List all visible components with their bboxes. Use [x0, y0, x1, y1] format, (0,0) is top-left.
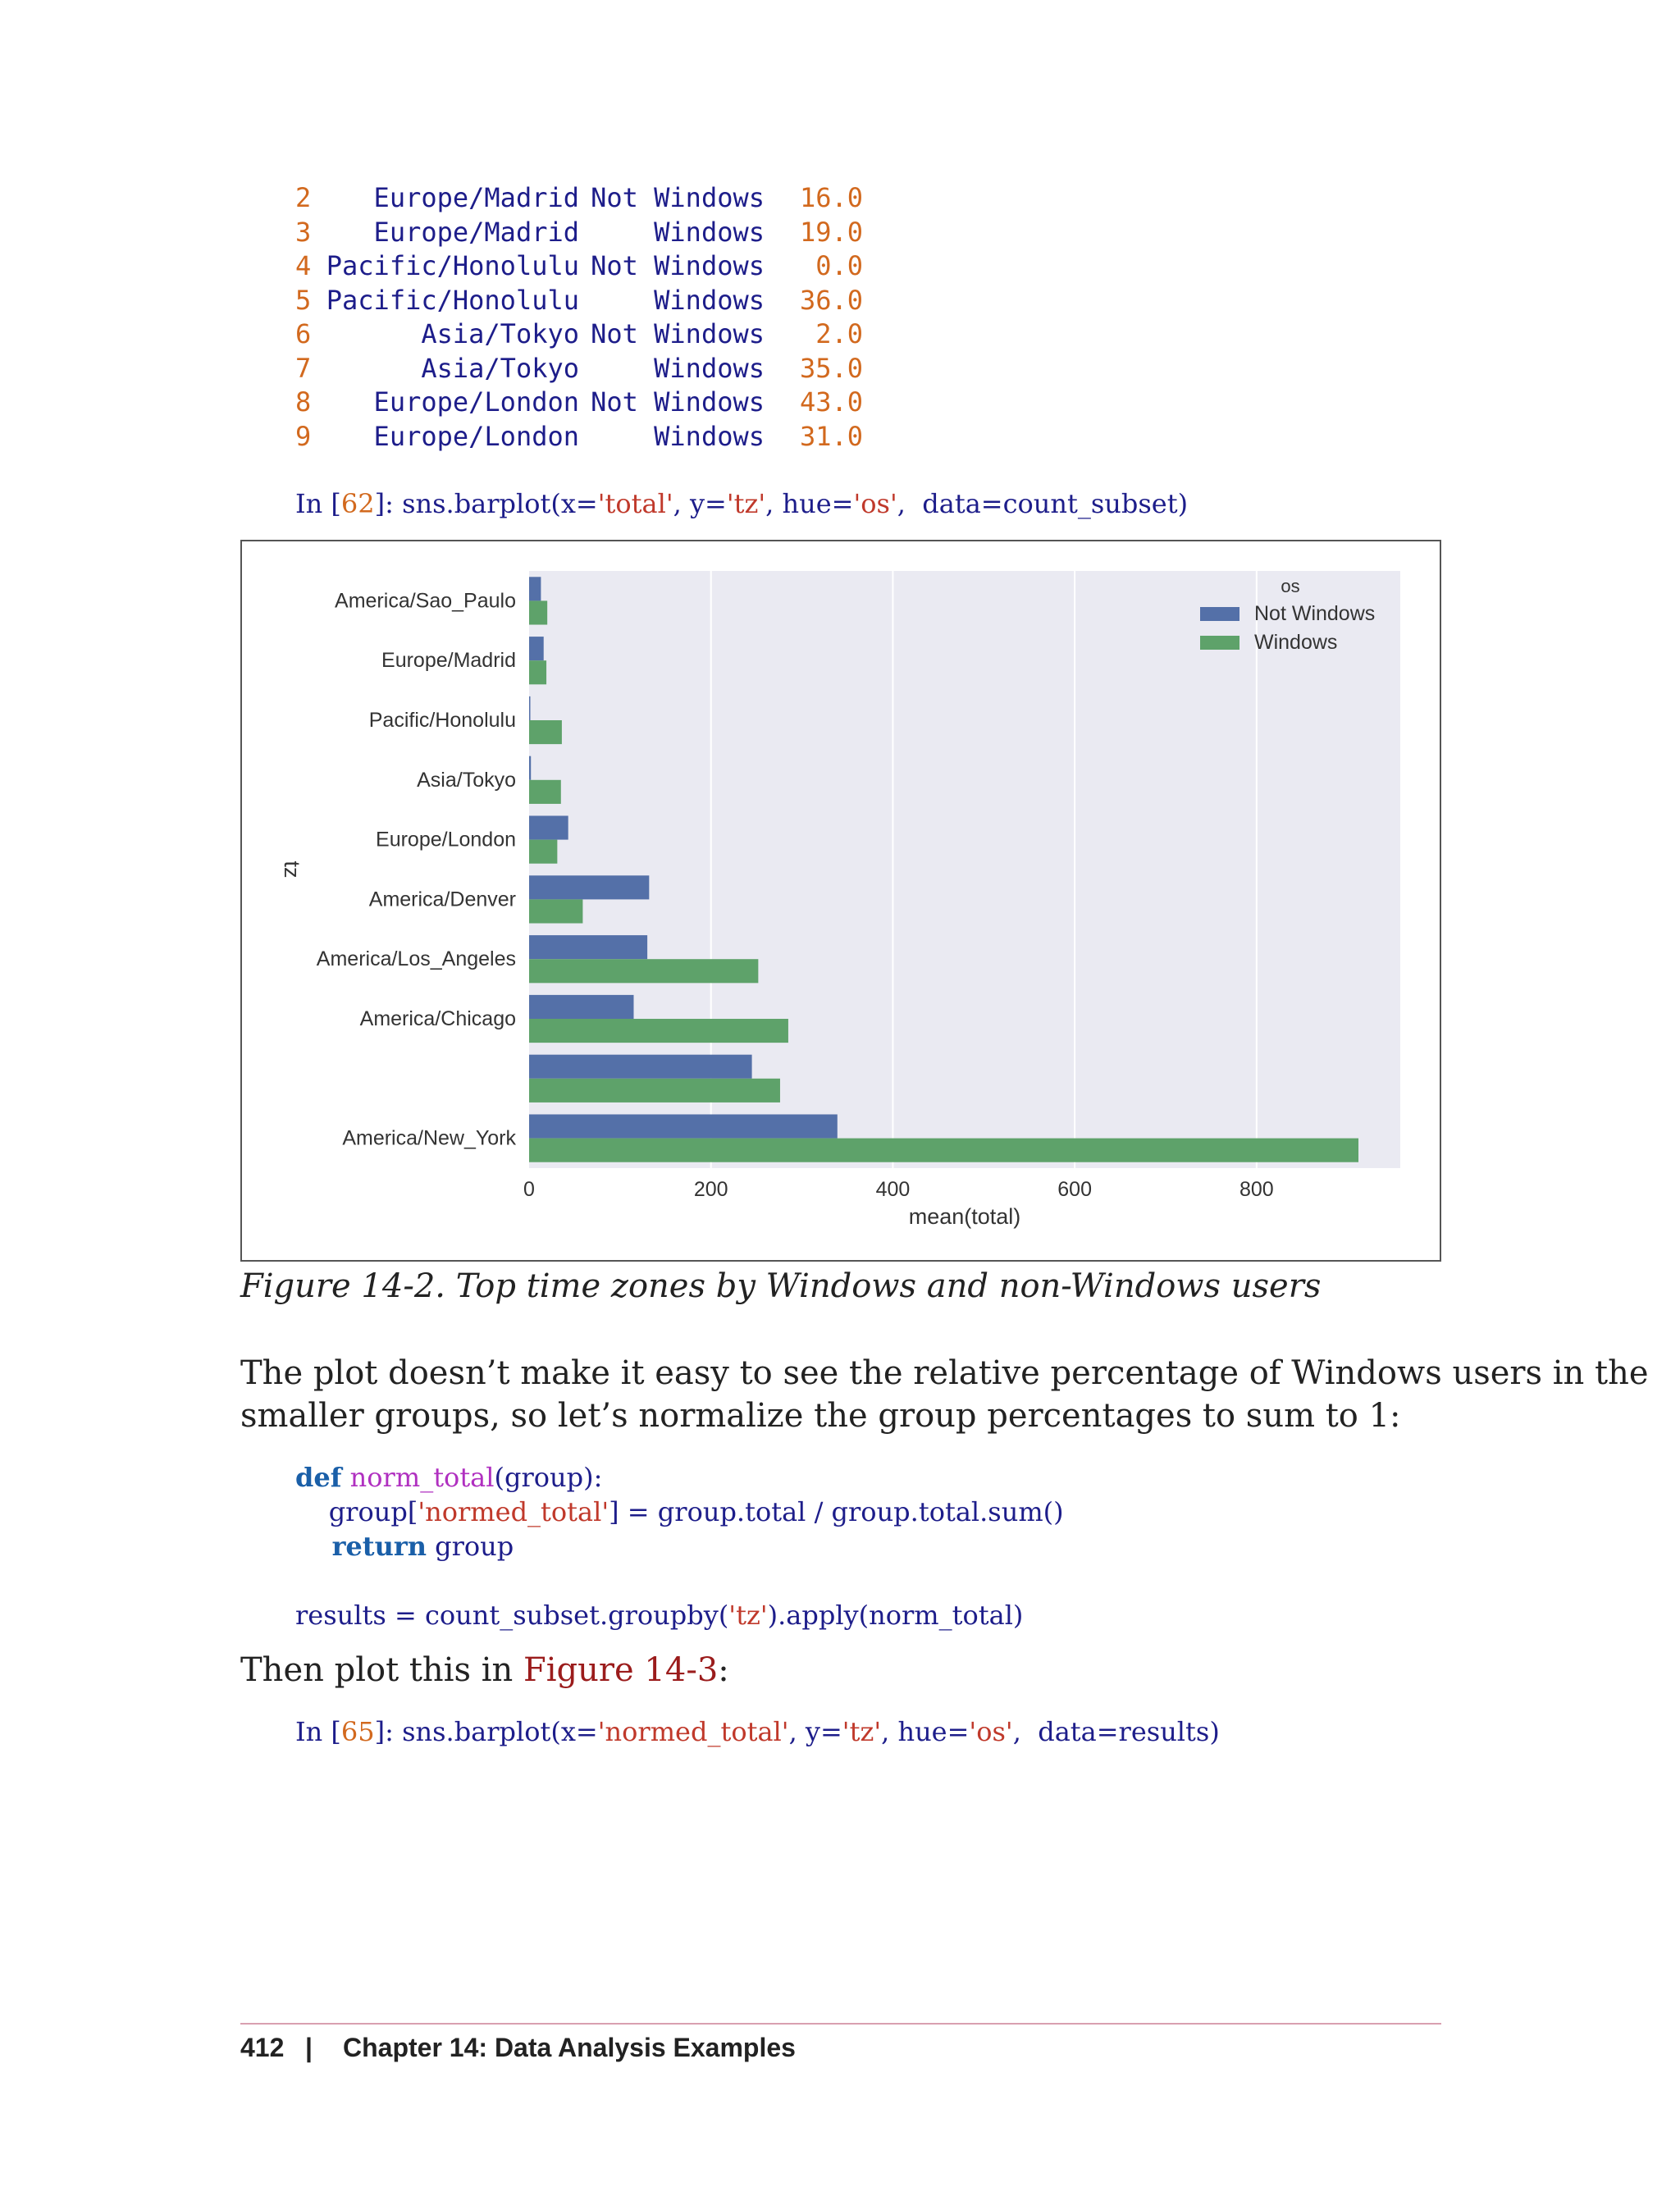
legend-swatch	[1200, 607, 1239, 621]
table-row	[0, 419, 1680, 454]
row-timezone: Asia/Tokyo	[421, 318, 579, 349]
bar	[529, 696, 531, 720]
code-results-line	[295, 1598, 1023, 1632]
bar	[529, 1055, 752, 1079]
row-index: 3	[295, 216, 312, 248]
paragraph-1-line-1: The plot doesn’t make it easy to see the relative percentage of Windows users in the	[240, 1354, 1649, 1392]
table-row	[0, 249, 1680, 283]
row-os: Windows	[654, 420, 765, 452]
y-tick-label: America/Chicago	[359, 1007, 516, 1030]
keyword-return: return	[295, 1531, 427, 1562]
bar	[529, 959, 758, 983]
y-tick-label: America/New_York	[342, 1126, 516, 1150]
y-tick-label: America/Sao_Paulo	[335, 589, 516, 613]
row-total: 31.0	[799, 420, 863, 452]
row-os: Windows	[654, 284, 765, 316]
row-index: 2	[295, 182, 312, 213]
row-timezone: Pacific/Honolulu	[326, 250, 579, 281]
bar-chart	[242, 541, 1440, 1260]
table-row	[0, 180, 1680, 215]
footer-separator: |	[305, 2033, 313, 2062]
code-arg-x: 'normed_total'	[597, 1716, 789, 1747]
code-tail: , data=results)	[1012, 1716, 1220, 1747]
code-arg-x: 'total'	[597, 488, 673, 519]
bar	[529, 1019, 788, 1043]
row-timezone: Asia/Tokyo	[421, 352, 579, 384]
bar	[529, 756, 531, 780]
row-index: 8	[295, 386, 312, 418]
table-row	[0, 385, 1680, 419]
code-arg-y: 'tz'	[726, 488, 766, 519]
row-total: 0.0	[815, 250, 863, 281]
bar	[529, 875, 649, 899]
row-total: 19.0	[799, 216, 863, 248]
row-index: 6	[295, 318, 312, 349]
row-index: 7	[295, 352, 312, 384]
code-sep-2: , hue=	[765, 488, 854, 519]
paragraph-2-post: :	[718, 1651, 729, 1689]
y-tick-label: Asia/Tokyo	[417, 768, 516, 792]
code-sep-1: , y=	[673, 488, 727, 519]
code-call: sns.barplot(x=	[402, 488, 598, 519]
row-index: 5	[295, 284, 312, 316]
x-axis-label: mean(total)	[908, 1204, 1021, 1229]
prompt-number: 65	[340, 1716, 375, 1747]
paragraph-2-pre: Then plot this in	[240, 1651, 523, 1689]
row-total: 36.0	[799, 284, 863, 316]
y-tick-label: America/Los_Angeles	[316, 947, 516, 971]
code-results-a: results = count_subset.groupby(	[295, 1600, 729, 1631]
code-results-c: ).apply(norm_total)	[767, 1600, 1024, 1631]
y-tick-label: Europe/Madrid	[381, 649, 516, 673]
row-os: Windows	[654, 352, 765, 384]
prompt-label: In [	[295, 1716, 341, 1747]
bar	[529, 995, 633, 1019]
bar	[529, 577, 541, 600]
row-index: 4	[295, 250, 312, 281]
row-os: Not Windows	[591, 386, 765, 418]
y-tick-label: Pacific/Honolulu	[368, 709, 516, 732]
table-row	[0, 283, 1680, 317]
page-number: 412	[240, 2033, 285, 2062]
bar	[529, 1079, 780, 1102]
figure-caption: Figure 14-2. Top time zones by Windows and non-Windows users	[240, 1267, 1322, 1305]
code-cell-62	[295, 486, 1188, 521]
code-return-line	[295, 1529, 514, 1564]
y-axis-label: tz	[280, 861, 304, 879]
bar	[529, 720, 562, 744]
figure-frame	[240, 540, 1441, 1262]
code-cell-65	[295, 1714, 1220, 1749]
bar	[529, 840, 557, 864]
bar	[529, 1114, 838, 1138]
code-assign-key: 'normed_total'	[418, 1496, 609, 1527]
bar	[529, 935, 647, 959]
row-timezone: Europe/London	[373, 420, 579, 452]
function-name: norm_total	[349, 1462, 495, 1493]
row-timezone: Pacific/Honolulu	[326, 284, 579, 316]
code-sep-1: , y=	[788, 1716, 842, 1747]
code-assign-a: group[	[295, 1496, 418, 1527]
row-timezone: Europe/Madrid	[373, 216, 579, 248]
row-index: 9	[295, 420, 312, 452]
chapter-title: Chapter 14: Data Analysis Examples	[343, 2033, 796, 2062]
legend-label: Windows	[1254, 631, 1338, 654]
code-tail: , data=count_subset)	[897, 488, 1189, 519]
paragraph-2	[240, 1649, 729, 1691]
prompt-number: 62	[340, 488, 375, 519]
row-os: Not Windows	[591, 318, 765, 349]
code-call: sns.barplot(x=	[402, 1716, 598, 1747]
row-total: 43.0	[799, 386, 863, 418]
row-os: Windows	[654, 216, 765, 248]
bar	[529, 660, 546, 684]
bar	[529, 600, 547, 624]
code-assign-line	[295, 1495, 1064, 1529]
code-def-line	[295, 1460, 602, 1495]
bar	[529, 899, 582, 923]
row-total: 16.0	[799, 182, 863, 213]
code-results-key: 'tz'	[728, 1600, 768, 1631]
bar	[529, 780, 561, 804]
code-assign-c: ] = group.total / group.total.sum()	[609, 1496, 1064, 1527]
footer-rule	[240, 2023, 1441, 2025]
prompt-label: In [	[295, 488, 341, 519]
row-timezone: Europe/Madrid	[373, 182, 579, 213]
legend-label: Not Windows	[1254, 602, 1376, 625]
code-arg-hue: 'os'	[853, 488, 897, 519]
y-tick-label: America/Denver	[368, 888, 516, 911]
x-tick-label: 200	[693, 1178, 728, 1201]
legend-swatch	[1200, 636, 1239, 650]
paragraph-1-line-2: smaller groups, so let’s normalize the group percentages to sum to 1:	[240, 1397, 1401, 1435]
code-arg-y: 'tz'	[842, 1716, 882, 1747]
return-value: group	[426, 1531, 514, 1562]
function-args: (group):	[494, 1462, 603, 1493]
legend-title: os	[1281, 576, 1300, 596]
prompt-close: ]:	[374, 488, 403, 519]
table-row	[0, 215, 1680, 249]
row-os: Not Windows	[591, 250, 765, 281]
row-os: Not Windows	[591, 182, 765, 213]
row-total: 2.0	[815, 318, 863, 349]
row-total: 35.0	[799, 352, 863, 384]
keyword-def: def	[295, 1462, 342, 1493]
figure-xref-link[interactable]: Figure 14-3	[523, 1651, 719, 1689]
bar	[529, 1139, 1358, 1162]
x-tick-label: 400	[875, 1178, 911, 1201]
bar	[529, 815, 568, 839]
x-tick-label: 800	[1239, 1178, 1274, 1201]
x-tick-label: 600	[1057, 1178, 1092, 1201]
x-tick-label: 0	[523, 1178, 535, 1201]
paragraph-1	[240, 1352, 1649, 1437]
table-row	[0, 351, 1680, 386]
table-row	[0, 317, 1680, 351]
y-tick-label: Europe/London	[376, 828, 516, 851]
bar	[529, 637, 544, 660]
row-timezone: Europe/London	[373, 386, 579, 418]
code-sep-2: , hue=	[881, 1716, 970, 1747]
prompt-close: ]:	[374, 1716, 403, 1747]
code-arg-hue: 'os'	[969, 1716, 1013, 1747]
